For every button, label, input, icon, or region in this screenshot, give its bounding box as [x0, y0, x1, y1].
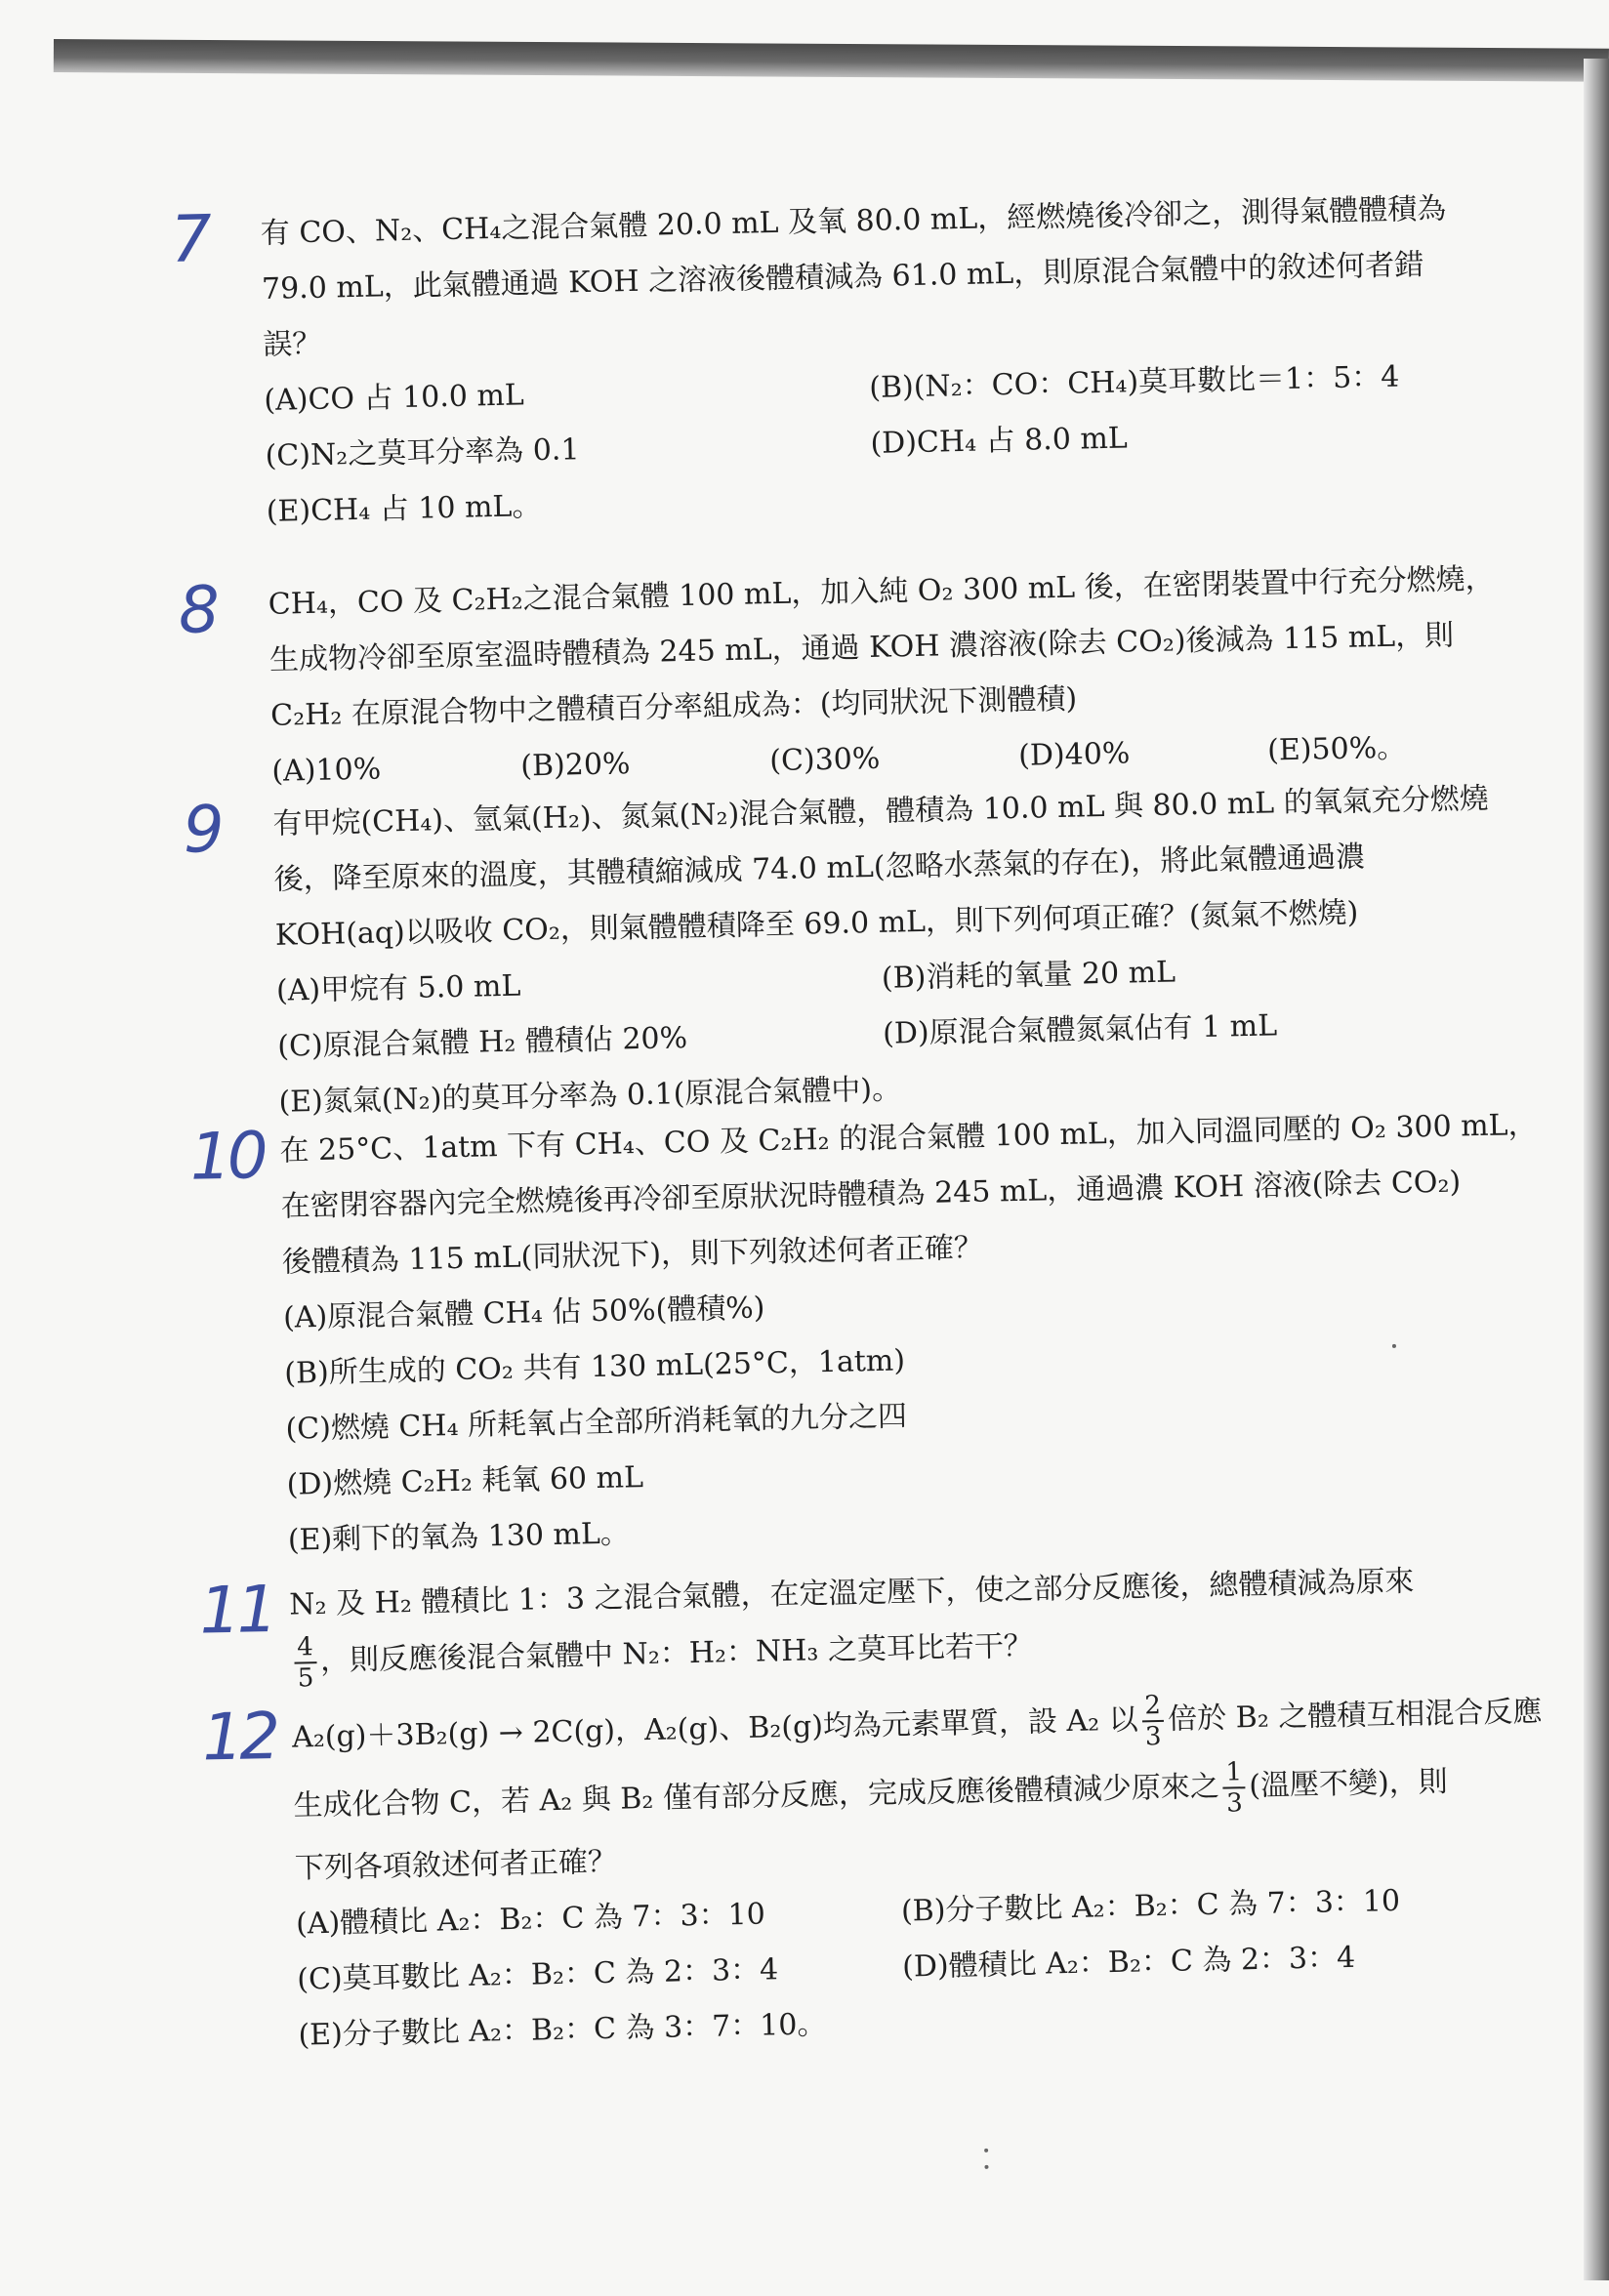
- handwritten-number: 11: [198, 1572, 275, 1649]
- option-b: (B)分子數比 A₂：B₂：C 為 7：3：10: [900, 1883, 1401, 1929]
- option-d: (D)40%: [1017, 736, 1131, 773]
- question-text: 下列各項敘述何者正確？: [294, 1844, 618, 1886]
- option-c: (C)莫耳數比 A₂：B₂：C 為 2：3：4: [296, 1952, 779, 1997]
- option-e: (E)氮氣(N₂)的莫耳分率為 0.1(原混合氣體中)。: [278, 1072, 902, 1120]
- fraction: $\frac{1}{3}$: [1222, 1757, 1246, 1818]
- handwritten-number: 12: [201, 1698, 277, 1776]
- option-e: (E)分子數比 A₂：B₂：C 為 3：7：10。: [298, 2007, 827, 2053]
- options: [296, 1869, 1568, 2063]
- question-text: 生成物冷卻至原室溫時體積為 245 mL，通過 KOH 濃溶液(除去 CO₂)後減為 115 mL，則: [268, 618, 1455, 677]
- option-d: (D)CH₄ 占 8.0 mL: [870, 421, 1129, 461]
- fraction: $\frac{2}{3}$: [1141, 1691, 1165, 1751]
- question-7: [170, 180, 1536, 540]
- question-text: N₂ 及 H₂ 體積比 1：3 之混合氣體，在定溫定壓下，使之部分反應後，總體積減為原來: [288, 1564, 1415, 1622]
- option-c: (C)30%: [768, 741, 881, 779]
- question-text: A₂(g)＋3B₂(g) → 2C(g)，A₂(g)、B₂(g)均為元素單質，設 A₂ 以 $\frac{2}{3}$ 倍於 B₂ 之體積互相混合反應: [291, 1691, 1543, 1755]
- handwritten-number: 10: [188, 1118, 266, 1195]
- option-d: (D)體積比 A₂：B₂：C 為 2：3：4: [901, 1940, 1356, 1985]
- question-text: CH₄，CO 及 C₂H₂之混合氣體 100 mL，加入純 O₂ 300 mL 後，在密閉裝置中行充分燃燒，: [268, 561, 1495, 622]
- option-a: (A)10%: [271, 752, 382, 789]
- handwritten-number: 8: [178, 572, 217, 648]
- option-a: (A)CO 占 10.0 mL: [264, 378, 525, 418]
- question-text: 79.0 mL，此氣體通過 KOH 之溶液後體積減為 61.0 mL，則原混合氣體中的敘述何者錯: [261, 248, 1424, 307]
- question-text: 生成化合物 C，若 A₂ 與 B₂ 僅有部分反應，完成反應後體積減少原來之 $\frac{1}{3}$ (溫壓不變)，則: [293, 1757, 1449, 1824]
- option-d: (D)燃燒 C₂H₂ 耗氧 60 mL: [286, 1460, 644, 1502]
- option-b: (B)所生成的 CO₂ 共有 130 mL(25°C，1atm): [283, 1343, 906, 1391]
- question-text: 在 25°C、1atm 下有 CH₄、CO 及 C₂H₂ 的混合氣體 100 mL，加入同溫同壓的 O₂ 300 mL，: [279, 1107, 1538, 1168]
- option-e: (E)剩下的氧為 130 mL。: [287, 1516, 631, 1558]
- scan-speck: [984, 2149, 988, 2152]
- question-text-with-fraction: $\frac{4}{5}$ ，則反應後混合氣體中 N₂：H₂：NH₃ 之莫耳比若干？: [290, 1606, 1560, 1693]
- question-12: [201, 1677, 1567, 2063]
- question-9: [182, 770, 1548, 1130]
- handwritten-number: 7: [170, 201, 209, 277]
- question-text: 有甲烷(CH₄)、氫氣(H₂)、氮氣(N₂)混合氣體，體積為 10.0 mL 與 80.0 mL 的氧氣充分燃燒: [272, 781, 1490, 841]
- option-c: (C)原混合氣體 H₂ 體積佔 20%: [276, 1021, 688, 1064]
- fraction: $\frac{4}{5}$: [294, 1632, 317, 1693]
- scan-speck: [984, 2165, 988, 2169]
- option-b: (B)20%: [519, 747, 631, 784]
- question-8: [178, 551, 1541, 800]
- option-e: (E)50%。: [1266, 730, 1407, 768]
- options: [264, 347, 1536, 540]
- question-text: 誤？: [262, 326, 322, 362]
- question-text: C₂H₂ 在原混合物中之體積百分率組成為：(均同狀況下測體積): [269, 681, 1078, 733]
- option-e: (E)CH₄ 占 10 mL。: [266, 489, 542, 529]
- question-11: [198, 1550, 1560, 1694]
- option-c: (C)燃燒 CH₄ 所耗氧占全部所消耗氧的九分之四: [285, 1399, 908, 1447]
- question-text: 後，降至原來的溫度，其體積縮減成 74.0 mL(忽略水蒸氣的存在)，將此氣體通過濃: [273, 840, 1366, 897]
- question-text: KOH(aq)以吸收 CO₂，則氣體體積降至 69.0 mL，則下列何項正確？(氮氣不燃燒): [274, 895, 1359, 953]
- option-b: (B)消耗的氧量 20 mL: [881, 955, 1176, 996]
- scan-speck: [1392, 1344, 1396, 1348]
- question-text: 後體積為 115 mL(同狀況下)，則下列敘述何者正確？: [281, 1230, 984, 1280]
- option-a: (A)體積比 A₂：B₂：C 為 7：3：10: [295, 1897, 766, 1942]
- option-b: (B)(N₂：CO：CH₄)莫耳數比＝1：5：4: [868, 359, 1400, 405]
- question-10: [188, 1097, 1557, 1569]
- option-c: (C)N₂之莫耳分率為 0.1: [265, 432, 580, 473]
- question-text: 在密閉容器內完全燃燒後再冷卻至原狀況時體積為 245 mL，通過濃 KOH 溶液(除去 CO₂): [280, 1165, 1462, 1224]
- question-text: 有 CO、N₂、CH₄之混合氣體 20.0 mL 及氧 80.0 mL，經燃燒後冷卻之，測得氣體體積為: [260, 191, 1447, 251]
- option-a: (A)原混合氣體 CH₄ 佔 50%(體積%): [282, 1291, 765, 1335]
- option-d: (D)原混合氣體氮氣佔有 1 mL: [882, 1008, 1278, 1051]
- handwritten-number: 9: [182, 791, 222, 868]
- option-a: (A)甲烷有 5.0 mL: [275, 968, 521, 1008]
